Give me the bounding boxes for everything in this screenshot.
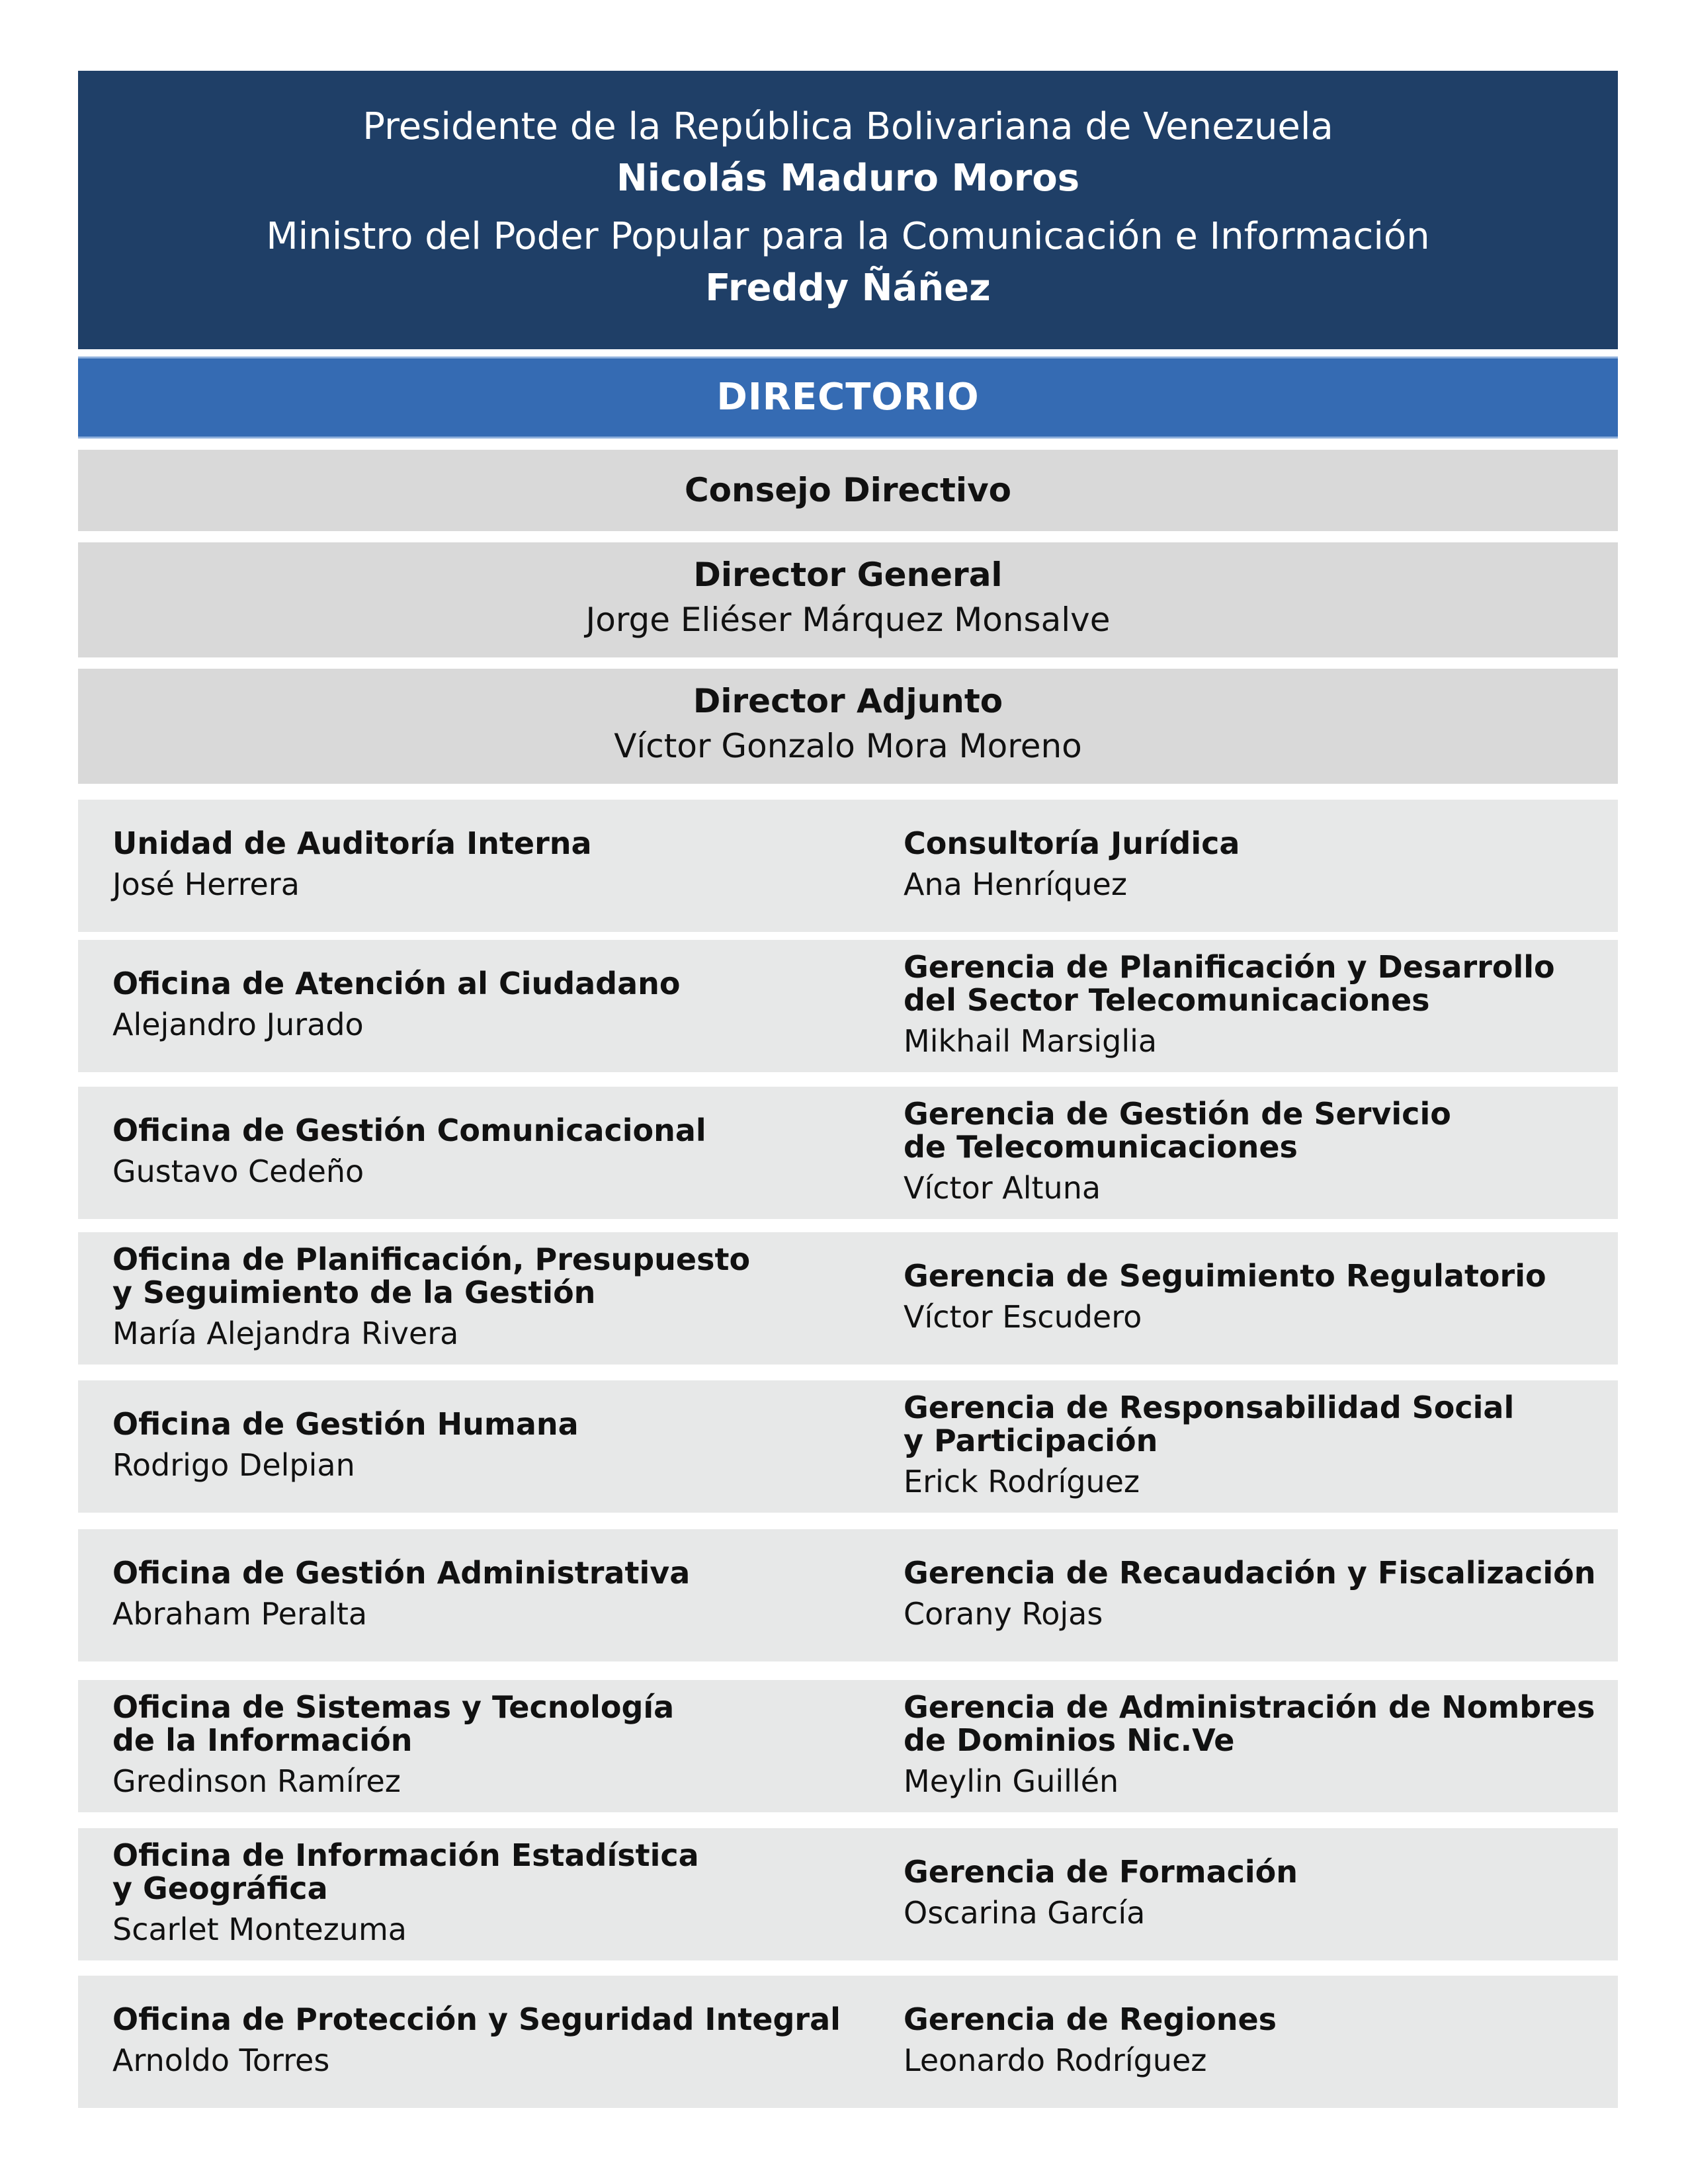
unit-entry-left	[112, 1380, 906, 1513]
minister-name: Freddy Ñáñez	[705, 267, 991, 310]
list-row	[78, 1828, 1618, 1960]
government-header	[78, 71, 1618, 349]
unit-head-name: Mikhail Marsiglia	[904, 1023, 1158, 1059]
list-row	[78, 1680, 1618, 1812]
unit-entry-right	[904, 1680, 1605, 1812]
consejo-directivo-label: Consejo Directivo	[684, 471, 1012, 509]
unit-entry-right	[904, 1529, 1605, 1661]
director-adjunto-name: Víctor Gonzalo Mora Moreno	[614, 727, 1082, 765]
unit-head-name: Víctor Escudero	[904, 1299, 1142, 1335]
unit-title: Oficina de Gestión Comunicacional	[112, 1113, 706, 1148]
list-row	[78, 1976, 1618, 2108]
unit-entry-right	[904, 1380, 1605, 1513]
unit-title: Gerencia de Gestión de Servicio de Telecomunicaciones	[904, 1096, 1451, 1165]
unit-entry-right	[904, 1828, 1605, 1960]
list-row	[78, 940, 1618, 1072]
minister-role: Ministro del Poder Popular para la Comunicación e Información	[266, 215, 1430, 258]
unit-title: Oficina de Planificación, Presupuesto y Seguimiento de la Gestión	[112, 1241, 751, 1310]
president-role: Presidente de la República Bolivariana de Venezuela	[362, 105, 1333, 148]
unit-title: Oficina de Gestión Humana	[112, 1406, 579, 1442]
unit-head-name: Víctor Altuna	[904, 1170, 1101, 1206]
unit-entry-left	[112, 1680, 906, 1812]
unit-head-name: Ana Henríquez	[904, 866, 1127, 902]
unit-entry-left	[112, 1087, 906, 1219]
unit-title: Gerencia de Responsabilidad Social y Participación	[904, 1390, 1515, 1458]
unit-title: Oficina de Atención al Ciudadano	[112, 966, 681, 1001]
unit-entry-left	[112, 1232, 906, 1365]
director-adjunto-section	[78, 669, 1618, 784]
unit-head-name: María Alejandra Rivera	[112, 1316, 459, 1351]
director-general-name: Jorge Eliéser Márquez Monsalve	[585, 601, 1111, 639]
unit-head-name: Corany Rojas	[904, 1596, 1103, 1632]
unit-title: Gerencia de Regiones	[904, 2001, 1277, 2037]
director-adjunto-title: Director Adjunto	[693, 682, 1003, 720]
unit-head-name: Arnoldo Torres	[112, 2042, 330, 2078]
unit-head-name: Leonardo Rodríguez	[904, 2042, 1207, 2078]
unit-entry-right	[904, 1976, 1605, 2108]
unit-title: Consultoría Jurídica	[904, 825, 1240, 861]
unit-title: Gerencia de Recaudación y Fiscalización	[904, 1555, 1596, 1591]
unit-entry-right	[904, 1087, 1605, 1219]
president-name: Nicolás Maduro Moros	[616, 157, 1080, 200]
unit-title: Gerencia de Formación	[904, 1854, 1298, 1890]
directory-title: DIRECTORIO	[716, 376, 980, 419]
directory-title-bar	[78, 357, 1618, 439]
unit-entry-left	[112, 1529, 906, 1661]
director-general-section	[78, 542, 1618, 657]
unit-title: Oficina de Gestión Administrativa	[112, 1555, 691, 1591]
unit-head-name: Rodrigo Delpian	[112, 1447, 355, 1483]
unit-entry-right	[904, 940, 1605, 1072]
unit-title: Oficina de Información Estadística y Geográfica	[112, 1837, 699, 1906]
unit-head-name: Scarlet Montezuma	[112, 1911, 407, 1947]
unit-head-name: Gredinson Ramírez	[112, 1763, 401, 1799]
unit-entry-left	[112, 1828, 906, 1960]
unit-entry-left	[112, 1976, 906, 2108]
unit-entry-left	[112, 800, 906, 932]
unit-entry-left	[112, 940, 906, 1072]
consejo-directivo-section	[78, 450, 1618, 531]
unit-head-name: Abraham Peralta	[112, 1596, 368, 1632]
unit-title: Gerencia de Administración de Nombres de Dominios Nic.Ve	[904, 1689, 1595, 1758]
unit-title: Unidad de Auditoría Interna	[112, 825, 592, 861]
unit-title: Oficina de Sistemas y Tecnología de la Información	[112, 1689, 675, 1758]
list-row	[78, 1232, 1618, 1365]
unit-head-name: José Herrera	[112, 866, 300, 902]
unit-title: Oficina de Protección y Seguridad Integral	[112, 2001, 841, 2037]
unit-title: Gerencia de Seguimiento Regulatorio	[904, 1258, 1546, 1294]
list-row	[78, 1087, 1618, 1219]
unit-entry-right	[904, 800, 1605, 932]
unit-entry-right	[904, 1232, 1605, 1365]
unit-head-name: Alejandro Jurado	[112, 1007, 364, 1042]
unit-head-name: Meylin Guillén	[904, 1763, 1119, 1799]
unit-head-name: Oscarina García	[904, 1895, 1146, 1931]
list-row	[78, 1529, 1618, 1661]
unit-title: Gerencia de Planificación y Desarrollo del Sector Telecomunicaciones	[904, 949, 1555, 1018]
list-row	[78, 1380, 1618, 1513]
director-general-title: Director General	[693, 556, 1003, 594]
unit-head-name: Gustavo Cedeño	[112, 1154, 364, 1189]
unit-head-name: Erick Rodríguez	[904, 1464, 1140, 1499]
list-row	[78, 800, 1618, 932]
